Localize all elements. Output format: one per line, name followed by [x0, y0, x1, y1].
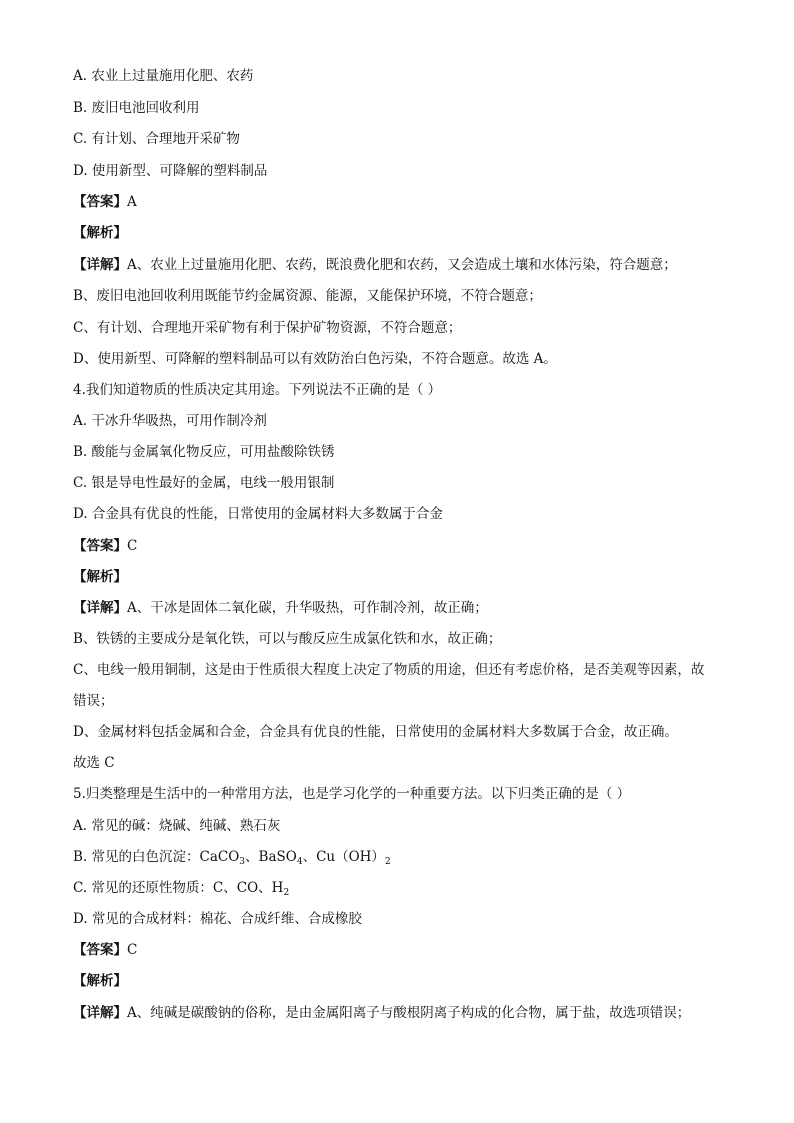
q3-detail-c: C、有计划、合理地开采矿物有利于保护矿物资源，不符合题意； — [73, 320, 462, 336]
answer-tag: 【答案】 — [73, 942, 127, 958]
q5-option-c — [73, 878, 734, 898]
q3-option-c: C. 有计划、合理地开采矿物 — [73, 131, 240, 147]
detail-text: A、纯碱是碳酸钠的俗称，是由金属阳离子与酸根阴离子构成的化合物，属于盐，故选项错误； — [127, 1005, 691, 1021]
separator: 、 — [245, 849, 259, 865]
q5-stem: 5.归类整理是生活中的一种常用方法，也是学习化学的一种重要方法。以下归类正确的是（ ） — [73, 786, 631, 802]
q4-detail-b: B、铁锈的主要成分是氧化铁，可以与酸反应生成氯化铁和水，故正确； — [73, 631, 502, 647]
detail-tag: 【详解】 — [73, 257, 127, 273]
answer-tag: 【答案】 — [73, 194, 127, 210]
q3-analysis-tag: 【解析】 — [73, 225, 127, 241]
formula-subscript: 4 — [296, 857, 303, 867]
formula-subscript: 2 — [384, 857, 391, 867]
answer-value: C — [127, 942, 138, 958]
q4-detail-a — [73, 598, 734, 618]
q4-option-c: C. 银是导电性最好的金属，电线一般用银制 — [73, 475, 335, 491]
separator: 、 — [302, 849, 317, 865]
detail-text: A、干冰是固体二氧化碳，升华吸热，可作制冷剂，故正确； — [127, 600, 488, 616]
q5-option-a: A. 常见的碱：烧碱、纯碱、熟石灰 — [73, 818, 281, 834]
q4-detail-c-line2: 错误； — [73, 693, 114, 709]
q4-stem: 4.我们知道物质的性质决定其用途。下列说法不正确的是（ ） — [73, 382, 442, 398]
q4-detail-d: D、金属材料包括金属和合金，合金具有优良的性能，日常使用的金属材料大多数属于合金，故正确。 — [73, 724, 678, 740]
option-b-prefix: B. 常见的白色沉淀： — [73, 849, 200, 865]
q5-option-d: D. 常见的合成材料：棉花、合成纤维、合成橡胶 — [73, 911, 362, 927]
q5-detail-a — [73, 1003, 734, 1023]
detail-tag: 【详解】 — [73, 1005, 127, 1021]
q3-detail-b: B、废旧电池回收利用既能节约金属资源、能源，又能保护环境，不符合题意； — [73, 288, 542, 304]
formula-subscript: 2 — [283, 888, 290, 898]
answer-value: A — [127, 194, 137, 210]
q3-detail-a — [73, 255, 734, 275]
formula-subscript: 3 — [239, 857, 246, 867]
q4-analysis-tag: 【解析】 — [73, 569, 127, 585]
q4-option-b: B. 酸能与金属氧化物反应，可用盐酸除铁锈 — [73, 444, 335, 460]
formula-caco3: CaCO — [199, 849, 240, 865]
formula-cuoh2: Cu（OH） — [316, 849, 385, 865]
q3-option-d: D. 使用新型、可降解的塑料制品 — [73, 163, 268, 179]
q5-analysis-tag: 【解析】 — [73, 973, 127, 989]
q4-detail-c-line1: C、电线一般用铜制，这是由于性质很大程度上决定了物质的用途，但还有考虑价格，是否美观等因素，故 — [73, 662, 705, 678]
q5-option-b — [73, 847, 734, 867]
q4-option-d: D. 合金具有优良的性能，日常使用的金属材料大多数属于合金 — [73, 506, 443, 522]
option-c-text: C. 常见的还原性物质：C、CO、H — [73, 880, 284, 896]
formula-baso4: BaSO — [258, 849, 297, 865]
q4-answer — [73, 536, 734, 556]
detail-tag: 【详解】 — [73, 600, 127, 616]
q4-conclusion: 故选 C — [73, 755, 115, 771]
answer-value: C — [127, 538, 138, 554]
q3-detail-d: D、使用新型、可降解的塑料制品可以有效防治白色污染，不符合题意。故选 A。 — [73, 351, 557, 367]
answer-tag: 【答案】 — [73, 538, 127, 554]
q3-answer — [73, 192, 734, 212]
q5-answer — [73, 940, 734, 960]
q3-option-b: B. 废旧电池回收利用 — [73, 100, 200, 116]
q4-option-a: A. 干冰升华吸热，可用作制冷剂 — [73, 413, 267, 429]
detail-text: A、农业上过量施用化肥、农药，既浪费化肥和农药，又会造成土壤和水体污染，符合题意； — [127, 257, 677, 273]
q3-option-a: A. 农业上过量施用化肥、农药 — [73, 68, 254, 84]
